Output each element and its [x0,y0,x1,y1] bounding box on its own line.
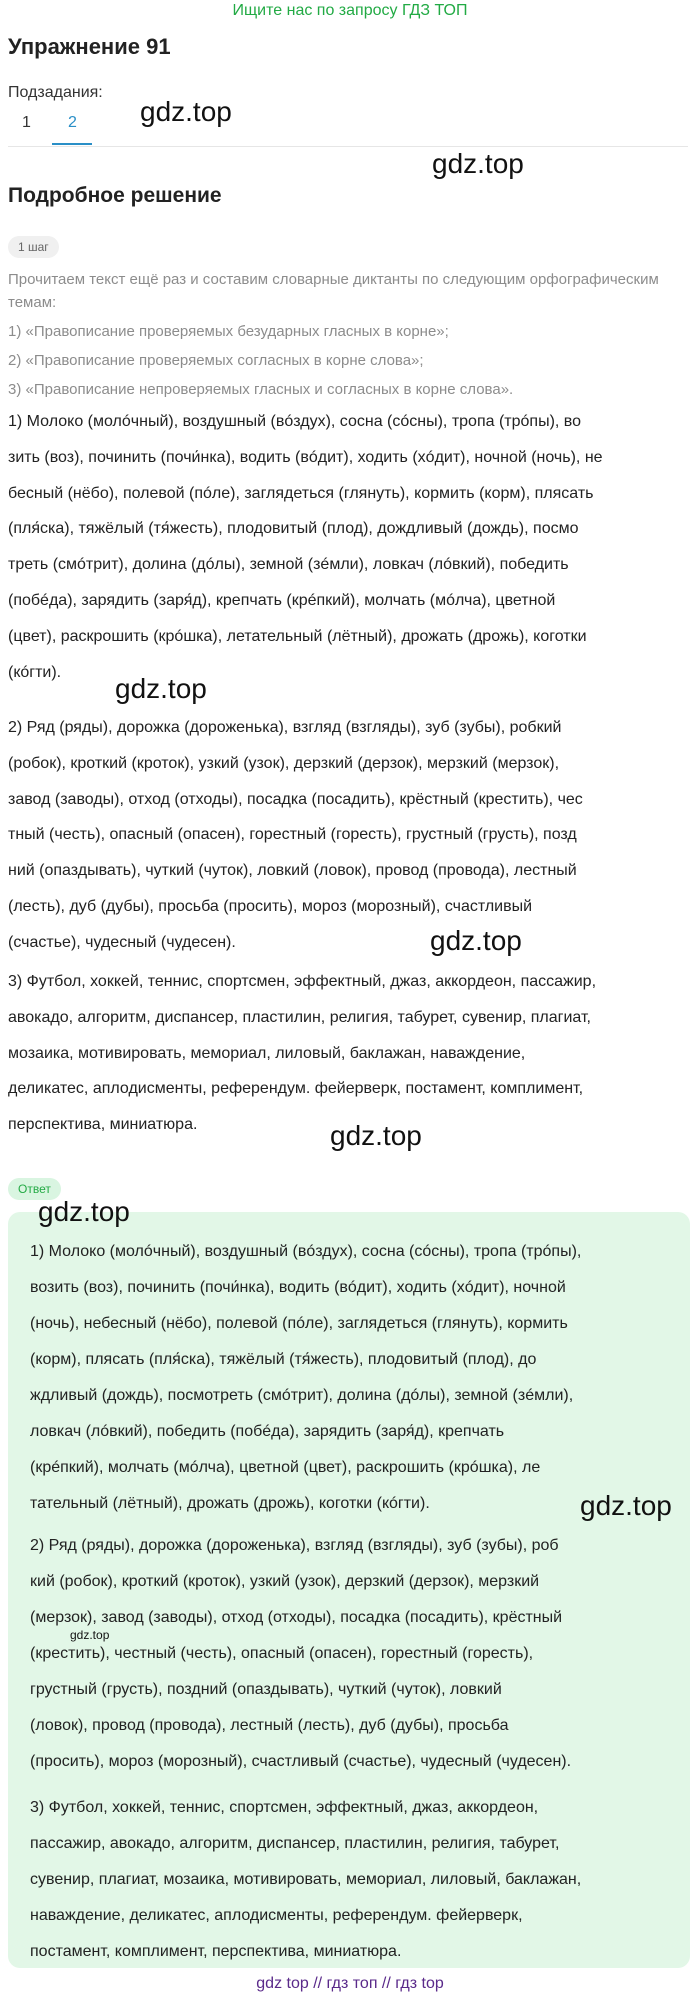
top-search-hint[interactable]: Ищите нас по запросу ГДЗ ТОП [232,2,468,19]
intro-text [8,268,678,407]
intro-topic-3: 3) «Правописание непроверяемых гласных и согласных в корне слова». [8,381,514,398]
watermark: gdz.top [432,148,524,179]
footer-links[interactable]: gdz top // гдз топ // гдз top [256,1975,444,1992]
watermark: gdz.top [140,96,232,127]
answer-badge: Ответ [8,1178,61,1200]
intro-topic-1: 1) «Правописание проверяемых безударных гласных в корне»; [8,323,449,340]
intro-lead: Прочитаем текст ещё раз и составим словарные диктанты по следующим орфографическим темам: [8,271,659,311]
page-title: Упражнение 91 [8,34,171,59]
watermark: gdz.top [38,1196,130,1227]
section-title: Подробное решение [8,184,222,207]
answer-paragraph-1: 1) Молоко (молóчный), воздушный (вóздух), сосна (сóсны), тропа (трóпы), возить (воз), починить (почи́нка), водить (вóдит), ходить (хóдит), ночной (ночь), небесный (нёбо), полевой (пóле), заглядеться (глянуть), кормить (корм), плясать (пля́ска), тяжёлый (тя́жесть), плодовитый (плод), до ждливый (дождь), посмотреть (смóтрит), долина (дóлы), земной (зéмли), ловкач (лóвкий), победить (побéда), зарядить (заря́д), крепчать (крéпкий), молчать (мóлча), цветной (цвет), раскрошить (крóшка), ле тательный (лётный), дрожать (дрожь), коготки (кóгти). [30,1243,582,1512]
solution-paragraph-3: 3) Футбол, хоккей, теннис, спортсмен, эффектный, джаз, аккордеон, пассажир, авокадо, алгоритм, диспансер, пластилин, религия, табурет, сувенир, плагиат, мозаика, мотивировать, мемориал, лиловый, баклажан, наваждение, деликатес, аплодисменты, референдум. фейерверк, постамент, комплимент, перспектива, миниатюра. [8,973,597,1134]
tab-subtask-2[interactable]: 2 [68,114,77,131]
solution-paragraph-2: 2) Ряд (ряды), дорожка (дороженька), взгляд (взгляды), зуб (зубы), робкий (робок), кроткий (кроток), узкий (узок), дерзкий (дерзок), мерзкий (мерзок), завод (заводы), отход (отходы), посадка (посадить), крёстный (крестить), чес тный (честь), опасный (опасен), горестный (горесть), грустный (грусть), позд ний (опаздывать), чуткий (чуток), ловкий (ловок), провод (провода), лестный (лесть), дуб (дубы), просьба (просить), мороз (морозный), счастливый (счастье), чудесный (чудесен). [8,719,583,951]
tab-subtask-1[interactable]: 1 [22,114,31,131]
answer-paragraph-2: 2) Ряд (ряды), дорожка (дороженька), взгляд (взгляды), зуб (зубы), роб кий (робок), кроткий (кроток), узкий (узок), дерзкий (дерзок), мерзкий (мерзок), завод (заводы), отход (отходы), посадка (посадить), крёстный (крестить), честный (честь), опасный (опасен), горестный (горесть), грустный (грусть), поздний (опаздывать), чуткий (чуток), ловкий (ловок), провод (провода), лестный (лесть), дуб (дубы), просьба (просить), мороз (морозный), счастливый (счастье), чудесный (чудесен). [30,1537,572,1770]
solution-paragraph-1: 1) Молоко (молóчный), воздушный (вóздух), сосна (сóсны), тропа (трóпы), во зить (воз), починить (почи́нка), водить (вóдит), ходить (хóдит), ночной (ночь), не бесный (нёбо), полевой (пóле), заглядеться (глянуть), кормить (корм), плясать (пля́ска), тяжёлый (тя́жесть), плодовитый (плод), дождливый (дождь), посмо треть (смóтрит), долина (дóлы), земной (зéмли), ловкач (лóвкий), победить (побéда), зарядить (заря́д), крепчать (крéпкий), молчать (мóлча), цветной (цвет), раскрошить (крóшка), летательный (лётный), дрожать (дрожь), коготки (кóгти). [8,413,603,681]
watermark: gdz.top [430,925,522,956]
intro-topic-2: 2) «Правописание проверяемых согласных в корне слова»; [8,352,424,369]
watermark: gdz.top [330,1120,422,1151]
watermark-small: gdz.top [70,1628,110,1642]
active-tab-indicator [52,143,92,145]
step-badge: 1 шаг [8,236,59,258]
watermark: gdz.top [115,673,207,704]
subtasks-label: Подзадания: [8,84,103,101]
watermark: gdz.top [580,1490,672,1521]
answer-paragraph-3: 3) Футбол, хоккей, теннис, спортсмен, эффектный, джаз, аккордеон, пассажир, авокадо, алгоритм, диспансер, пластилин, религия, табурет, сувенир, плагиат, мозаика, мотивировать, мемориал, лиловый, баклажан, наваждение, деликатес, аплодисменты, референдум. фейерверк, постамент, комплимент, перспектива, миниатюра. [30,1799,582,1960]
divider [8,146,688,147]
